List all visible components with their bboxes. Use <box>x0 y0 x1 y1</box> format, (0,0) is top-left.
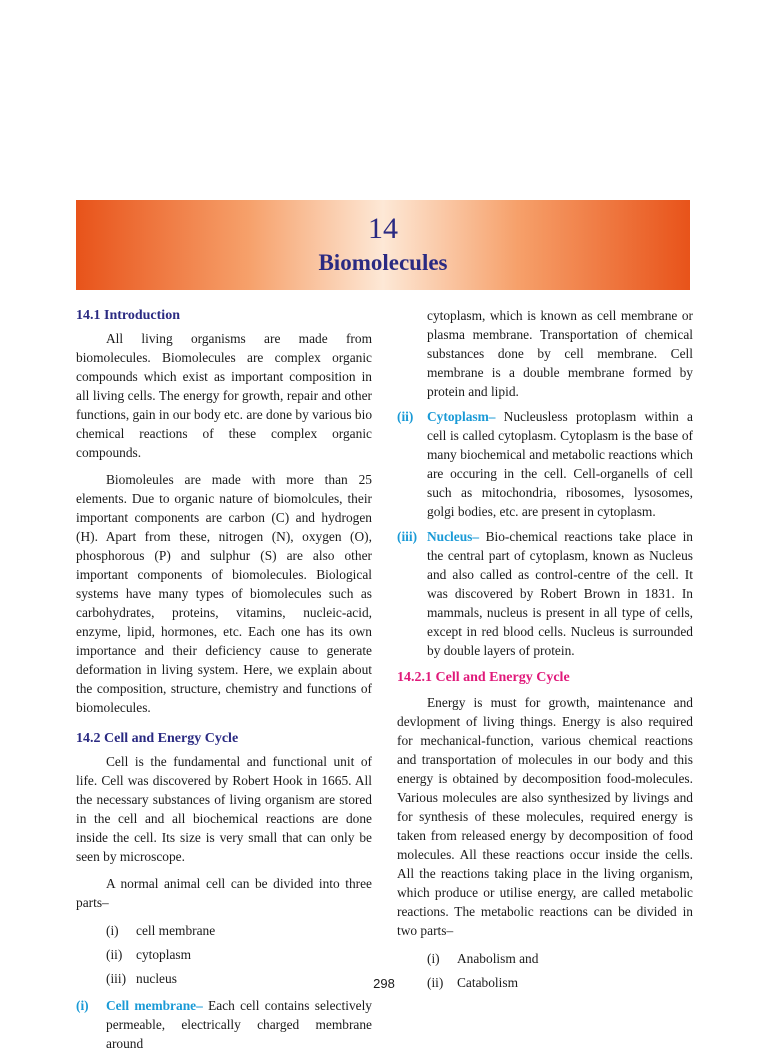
definition-text: Each cell contains selectively permeable, electrically charged membrane around <box>106 998 372 1051</box>
definition-text: Nucleusless protoplasm within a cell is called cytoplasm. Cytoplasm is the base of many biochemical and metabolic reactions which are occuring in the cell. Cell-organells of cell such as mitochondria, ribosomes, lysosomes, golgi bodies, etc. are present in cytoplasm. <box>427 409 693 519</box>
page-number: 298 <box>373 976 395 991</box>
list-item-label: Anabolism and <box>457 950 539 966</box>
definition-term: Nucleus– <box>427 529 480 544</box>
right-column <box>397 306 693 994</box>
definition-text: Bio-chemical reactions take place in the central part of cytoplasm, known as Nucleus and also called as control-centre of the cell. It was discovered by Robert Brown in 1831. In mammals, nucleus is present in all type of cells, except in red blood cells. Nucleus is surrounded by double layers of protein. <box>427 529 693 658</box>
definition-number: (i) <box>76 998 89 1013</box>
definition-body <box>427 407 693 521</box>
definition-term: Cytoplasm– <box>427 409 496 424</box>
section-heading-introduction: 14.1 Introduction <box>76 308 180 323</box>
list-item-number: (ii) <box>427 974 444 990</box>
cell-paragraph-2: A normal animal cell can be divided into three parts– <box>76 876 372 910</box>
subsection-heading-energy-cycle: 14.2.1 Cell and Energy Cycle <box>397 670 570 685</box>
definition-number: (ii) <box>397 409 414 424</box>
list-item-label: nucleus <box>136 970 177 986</box>
list-item-number: (ii) <box>106 946 123 962</box>
list-item-number: (iii) <box>106 970 127 986</box>
list-item-label: cell membrane <box>136 922 216 938</box>
list-item <box>76 942 372 966</box>
definition-body <box>427 527 693 660</box>
intro-paragraph-2: Biomoleules are made with more than 25 elements. Due to organic nature of biomolcules, their important components are carbon (C) and hydrogen (H). Apart from these, nitrogen (N), oxygen (O), phosphorous (P) and sulphur (S) are also other important components of biomolecules. Biological systems have many types of biomolecules such as carbohydrates, proteins, vitamins, nucleic-acid, enzyme, lipid, hormones, etc. Each one has its own importance and their deficiency cause to generate deformation in living system. Here, we explain about the composition, structure, chemistry and functions of biomolecules. <box>76 472 372 715</box>
chapter-title: Biomolecules <box>318 250 448 275</box>
intro-paragraph-1: All living organisms are made from biomolecules. Biomolecules are complex organic compounds which exist as important composition in all living cells. The energy for growth, repair and other functions, gain in our body etc. are done by various bio chemical reactions of these complex organic compounds. <box>76 331 373 460</box>
list-item <box>76 918 372 942</box>
list-item-label: cytoplasm <box>136 946 192 962</box>
definition-term: Cell membrane– <box>106 998 203 1013</box>
list-item-label: Catabolism <box>457 974 518 990</box>
list-item-number: (i) <box>106 922 119 938</box>
left-column <box>76 306 372 1053</box>
definition-body <box>106 996 372 1053</box>
energy-paragraph: Energy is must for growth, maintenance and devlopment of living things. Energy is also required for mechanical-function, various chemical reactions and transportation of molecules in our body and this energy is obtained by decomposition food-molecules. Various molecules are also synthesized by livings and for synthesis of these molecules, required energy is taken from released energy by decomposition of food molecules. All these reactions occur inside the cells. All the reactions taking place in the living organism, which produce or utilise energy, are called metabolic reactions. The metabolic reactions can be divided in two parts– <box>397 695 693 938</box>
section-heading-cell-energy: 14.2 Cell and Energy Cycle <box>76 731 239 746</box>
membrane-continuation: cytoplasm, which is known as cell membrane or plasma membrane. Transportation of chemical substances done by cell membrane. Cell membrane is a double membrane formed by protein and lipid. <box>427 308 693 399</box>
cell-membrane-definition <box>76 996 372 1053</box>
nucleus-definition <box>397 527 693 660</box>
chapter-number: 14 <box>368 212 398 245</box>
cytoplasm-definition <box>397 407 693 521</box>
definition-number: (iii) <box>397 529 418 544</box>
list-item-number: (i) <box>427 950 440 966</box>
chapter-banner <box>76 200 690 290</box>
list-item <box>397 946 693 970</box>
cell-paragraph-1: Cell is the fundamental and functional unit of life. Cell was discovered by Robert Hook in 1665. All the necessary substances of living organism are stored in the cell and all biochemical reactions are done inside the cell. Its size is very small that can only be seen by microscope. <box>76 754 372 864</box>
